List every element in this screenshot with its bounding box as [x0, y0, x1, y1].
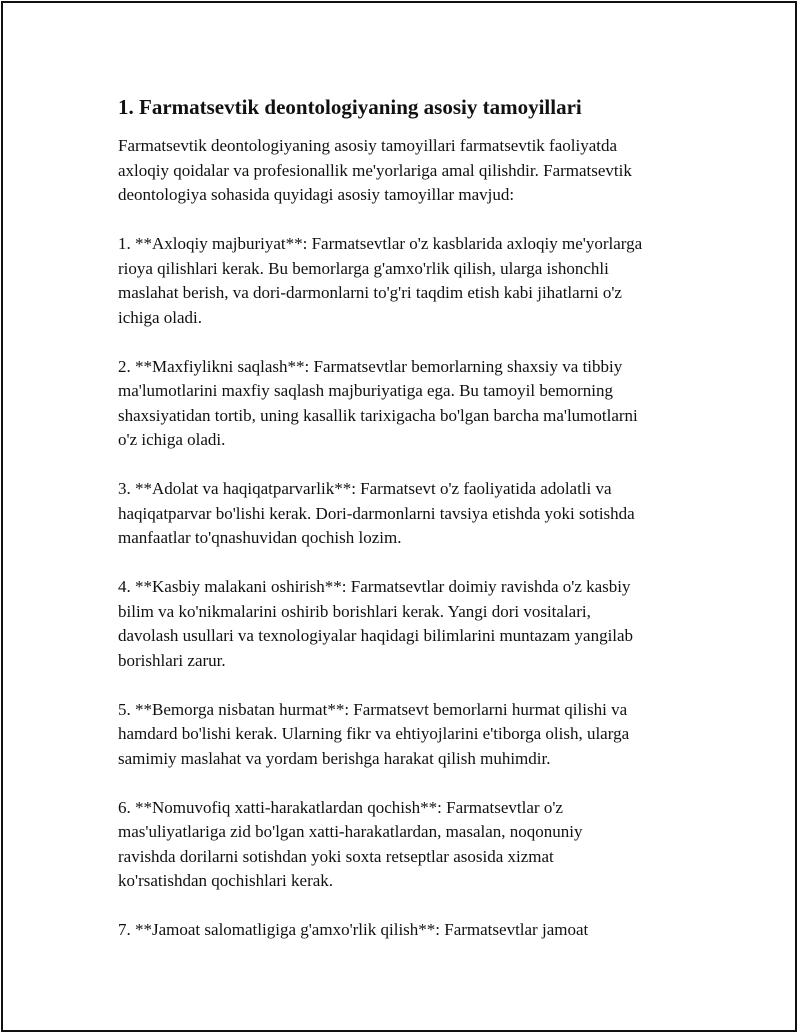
principle-7-paragraph [118, 918, 708, 943]
text-line: 1. **Axloqiy majburiyat**: Farmatsevtlar o'z kasblarida axloqiy me'yorlarga [118, 234, 643, 253]
text-line: ravishda dorilarni sotishdan yoki soxta retseptlar asosida xizmat [118, 846, 554, 866]
text-line: 3. **Adolat va haqiqatparvarlik**: Farmatsevt o'z faoliyatida adolatli va [118, 479, 612, 498]
section-heading: 1. Farmatsevtik deontologiyaning asosiy tamoyillari [118, 95, 582, 119]
text-line: deontologiya sohasida quyidagi asosiy tamoyillar mavjud: [118, 185, 515, 204]
text-line: ko'rsatishdan qochishlari kerak. [118, 871, 334, 890]
text-line: maslahat berish, va dori-darmonlarni to'g'ri taqdim etish kabi jihatlarni o'z [118, 283, 622, 302]
text-line: shaxsiyatidan tortib, uning kasallik tarixigacha bo'lgan barcha ma'lumotlarni [118, 405, 638, 425]
text-line: o'z ichiga oladi. [118, 430, 226, 449]
principle-3-paragraph [118, 477, 708, 551]
text-line: hamdard bo'lishi kerak. Ularning fikr va ehtiyojlarini e'tiborga olish, ularga [118, 724, 630, 743]
text-line: 4. **Kasbiy malakani oshirish**: Farmatsevtlar doimiy ravishda o'z kasbiy [118, 577, 631, 596]
text-line: manfaatlar to'qnashuvidan qochish lozim. [118, 528, 402, 547]
text-line: samimiy maslahat va yordam berishga harakat qilish muhimdir. [118, 748, 551, 768]
principle-6-paragraph [118, 796, 708, 894]
text-line: borishlari zarur. [118, 650, 226, 670]
text-line: 5. **Bemorga nisbatan hurmat**: Farmatsevt bemorlarni hurmat qilishi va [118, 699, 628, 719]
text-line: bilim va ko'nikmalarini oshirib borishlari kerak. Yangi dori vositalari, [118, 601, 591, 621]
principle-2-paragraph [118, 355, 708, 453]
text-line: 7. **Jamoat salomatligiga g'amxo'rlik qilish**: Farmatsevtlar jamoat [118, 920, 589, 939]
intro-paragraph [118, 134, 708, 208]
text-line: ma'lumotlarini maxfiy saqlash majburiyatiga ega. Bu tamoyil bemorning [118, 381, 614, 400]
text-line: mas'uliyatlariga zid bo'lgan xatti-harakatlardan, masalan, noqonuniy [118, 822, 583, 841]
text-line: rioya qilishlari kerak. Bu bemorlarga g'amxo'rlik qilish, ularga ishonchli [118, 258, 609, 278]
principle-4-paragraph [118, 575, 708, 673]
text-line: 2. **Maxfiylikni saqlash**: Farmatsevtlar bemorlarning shaxsiy va tibbiy [118, 356, 623, 376]
document-page [118, 93, 708, 967]
text-line: ichiga oladi. [118, 307, 203, 327]
text-line: axloqiy qoidalar va profesionallik me'yorlariga amal qilishdir. Farmatsevtik [118, 160, 632, 180]
principle-1-paragraph [118, 232, 708, 330]
text-line: Farmatsevtik deontologiyaning asosiy tamoyillari farmatsevtik faoliyatda [118, 136, 618, 155]
text-line: haqiqatparvar bo'lishi kerak. Dori-darmonlarni tavsiya etishda yoki sotishda [118, 503, 635, 523]
principle-5-paragraph [118, 698, 708, 772]
text-line: 6. **Nomuvofiq xatti-harakatlardan qochish**: Farmatsevtlar o'z [118, 797, 563, 817]
text-line: davolash usullari va texnologiyalar haqidagi bilimlarini muntazam yangilab [118, 626, 634, 645]
